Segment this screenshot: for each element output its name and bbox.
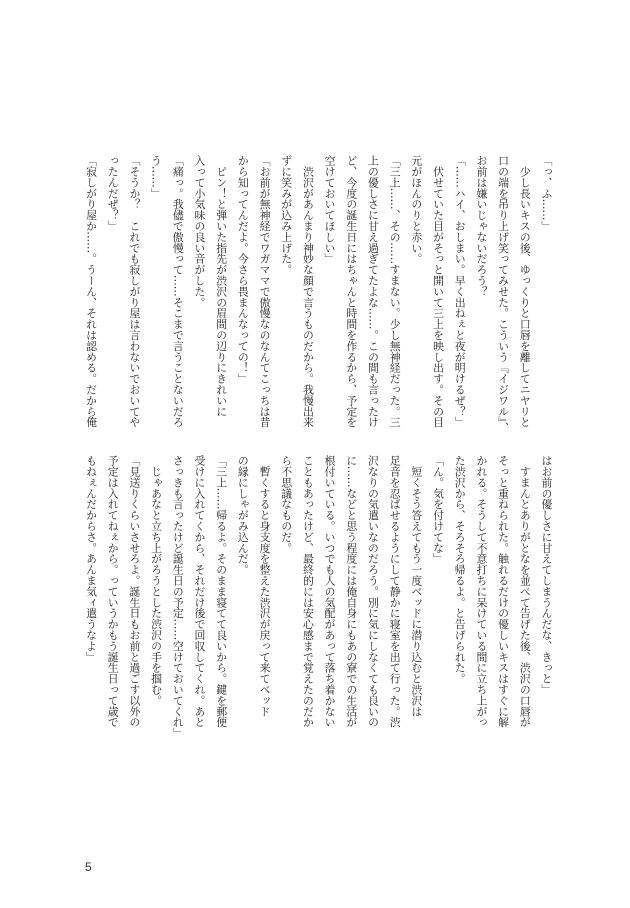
text-column: もねぇんだからさ。あんま気ィ遣うなよ」 [84,455,98,663]
text-column: かれる。そうして不意打ちに呆けている間に立ち上がっ [474,455,488,728]
text-column: すまんとありがとなを並べて告げた後、渋沢の口唇が [518,455,532,728]
text-block-bottom [79,455,557,737]
text-column: ったんだぜ？」 [106,155,120,232]
text-column: ど、今度の誕生日にはちゃんと時間を作るから、予定を [344,155,358,428]
text-column: 「そうか？ これでも寂しがり屋は言わないでおいてや [127,155,141,428]
text-column: ずに笑みが込み上げた。 [279,155,293,275]
text-column: 予定は入れてねぇから。っていうかもう誕生日って歳で [106,455,120,728]
text-column: そっと重ねられた。触れるだけの優しいキスはすぐに解 [496,455,510,728]
text-column: 渋沢があんまり神妙な顔で言うものだから。我慢出来 [301,155,315,428]
text-column: 短くそう答えてもう一度ベッドに潜り込むと渋沢は [409,455,423,717]
text-column: 「三上……帰るよ。そのまま寝てて良いから。鍵を郵便 [214,455,228,728]
text-column: 「寂しがり屋か……。うーん、それは認める。だから俺 [84,155,98,428]
text-column: ピン！と弾いた指先が渋沢の眉間の辺りにきれいに [214,155,228,417]
text-column: 沢なりの気遣いなのだろう。別に気にしなくても良いの [366,455,380,728]
text-column: さっきも言ったけど誕生日の予定……空けておいてくれ」 [171,455,185,739]
text-column: から知ってんだよ。今さら畏まんなっての！」 [236,155,250,384]
text-column: 少し長いキスの後、ゆっくりと口唇を離してニヤリと [518,155,532,428]
text-column: はお前の優しさに甘えてしまうんだな、きっと」 [540,455,553,695]
text-column: の縁にしゃがみ込んだ。 [236,455,250,575]
text-column: ら不思議なものだ。 [279,455,293,554]
text-column: じゃあなと立ち上がろうとした渋沢の手を掴む。 [149,455,163,706]
text-column: 根付いている。いつでも人の気配があって落ち着かない [323,455,337,728]
page-number: 5 [85,860,92,874]
text-column: 伏せていた目がそっと開いて三上を映し出す。その目 [431,155,445,428]
text-column: 「三上……、その……すまない。少し無神経だった。三 [388,155,402,428]
text-column: 口の端を吊り上げ笑ってみせた。こういう『イジワル』、 [496,155,510,433]
text-column: 「痛っ。我儘で傲慢って……そこまで言うことないだろ [171,155,185,428]
text-column: 元がほんのりと赤い。 [409,155,423,264]
text-column: 受けに入れてくから、それだけ後で回収してくれ。あと [193,455,206,728]
text-column: う……」 [149,155,163,199]
text-column: 足音を忍ばせるようにして静かに寝室を出て行った。渋 [388,455,402,728]
text-column: 「っ、ふ……」 [540,155,553,232]
text-column: 「ん。気を付けてな」 [431,455,445,564]
text-column: 「お前が無神経でワガママで傲慢なのなんてこっちは昔 [258,155,272,428]
text-column: お前は嫌いじゃないだろう？ [474,155,488,297]
text-column: た渋沢から、そろそろ帰るよ。と告げられた。 [453,455,467,684]
text-column: 暫くすると身支度を整えた渋沢が戻って来てベッド [258,455,272,717]
text-column: 「……ハイ、おしまい。早く出ねぇと夜が明けるぜ？」 [453,155,467,428]
text-column: こともあったけど、最終的には安心感まで覚えたのだか [301,455,315,728]
text-column: 「見送りくらいさせろよ。誕生日もお前と過ごす以外の [127,455,141,728]
text-column: 空けておいてほしい」 [323,155,337,264]
text-column: 上の優しさに甘え過ぎてたよな……。この間も言ったけ [366,155,380,428]
text-column: 入って小気味の良い音がした。 [193,155,206,308]
text-column: に……などと思う程度には俺自身にもあの寮での生活が [344,455,358,728]
text-block-top [79,155,557,437]
